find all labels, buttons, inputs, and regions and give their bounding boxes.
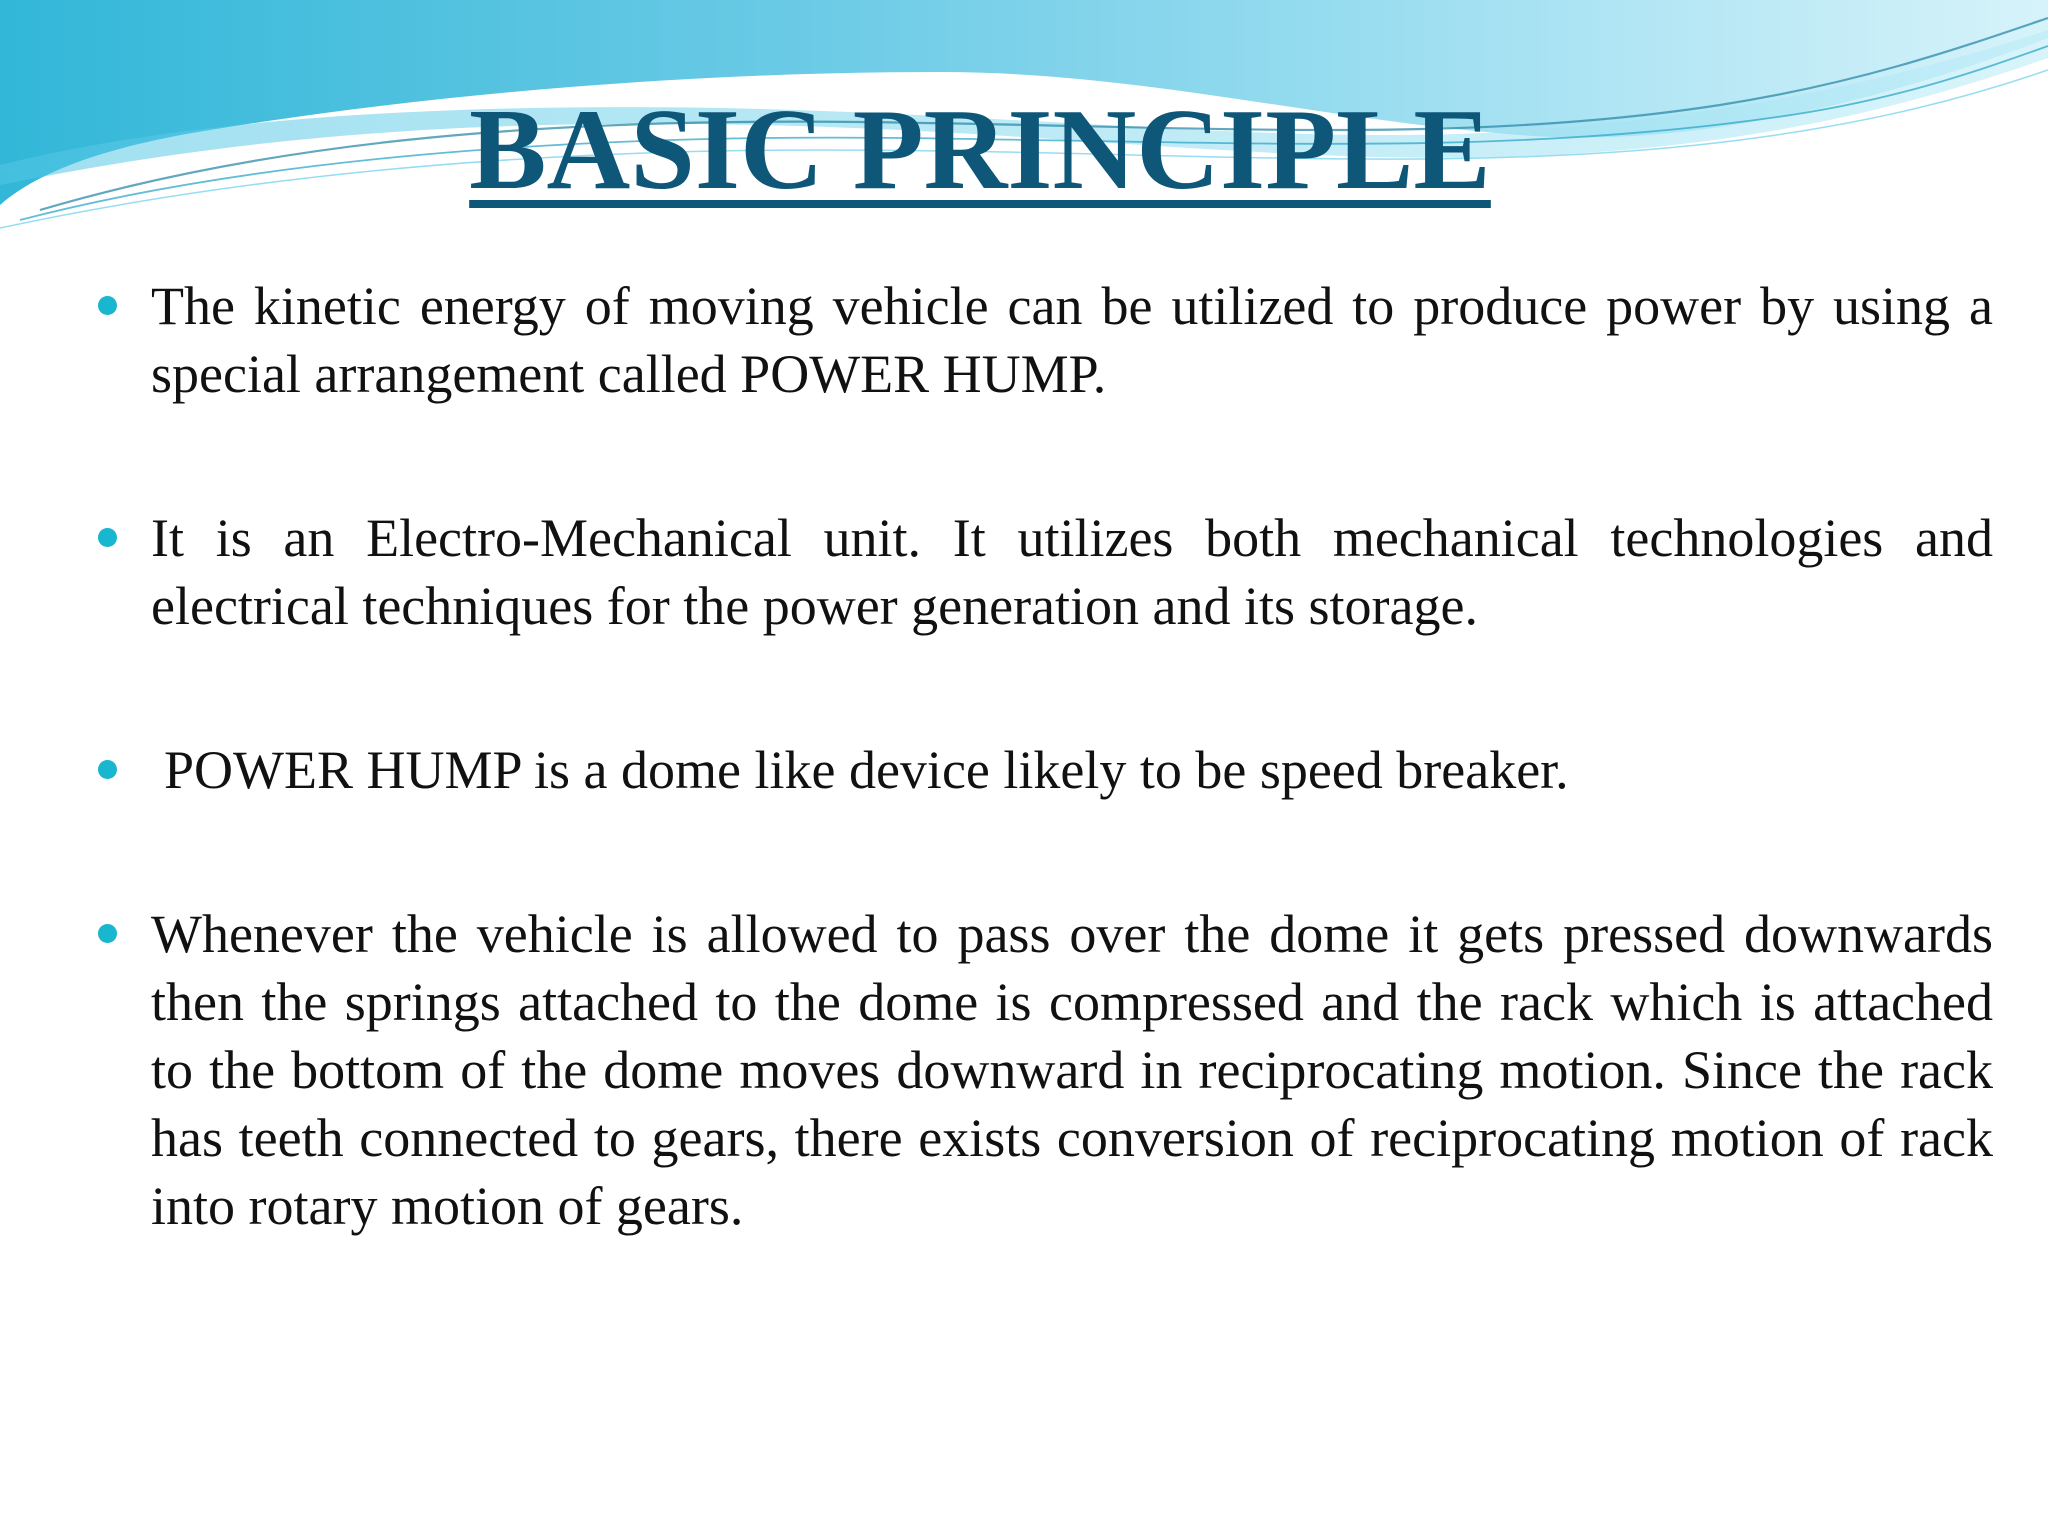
bullet-item: [98, 504, 1993, 640]
slide-title-text: BASIC PRINCIPLE: [469, 86, 1491, 214]
bullet-text: POWER HUMP is a dome like device likely to be speed breaker.: [164, 740, 1569, 800]
filled-circle-icon: [98, 924, 117, 943]
bullet-text: The kinetic energy of moving vehicle can be utilized to produce power by using a special arrangement called POWER HUMP.: [151, 276, 1993, 404]
filled-circle-icon: [98, 528, 117, 547]
bullet-item: [98, 272, 1993, 408]
bullet-text: It is an Electro-Mechanical unit. It utilizes both mechanical technologies and electrical techniques for the power generation and its storage.: [151, 508, 1993, 636]
filled-circle-icon: [98, 760, 117, 779]
bullet-list: [98, 272, 1993, 1240]
bullet-item: [98, 900, 1993, 1240]
filled-circle-icon: [98, 296, 117, 315]
bullet-text: Whenever the vehicle is allowed to pass over the dome it gets pressed downwards then the springs attached to the dome is compressed and the rack which is attached to the bottom of the dome moves downward in reciprocating motion. Since the rack has teeth connected to gears, there exists conversion of reciprocating motion of rack into rotary motion of gears.: [151, 904, 1993, 1236]
slide-title: [0, 86, 1960, 214]
bullet-item: [98, 736, 1993, 804]
